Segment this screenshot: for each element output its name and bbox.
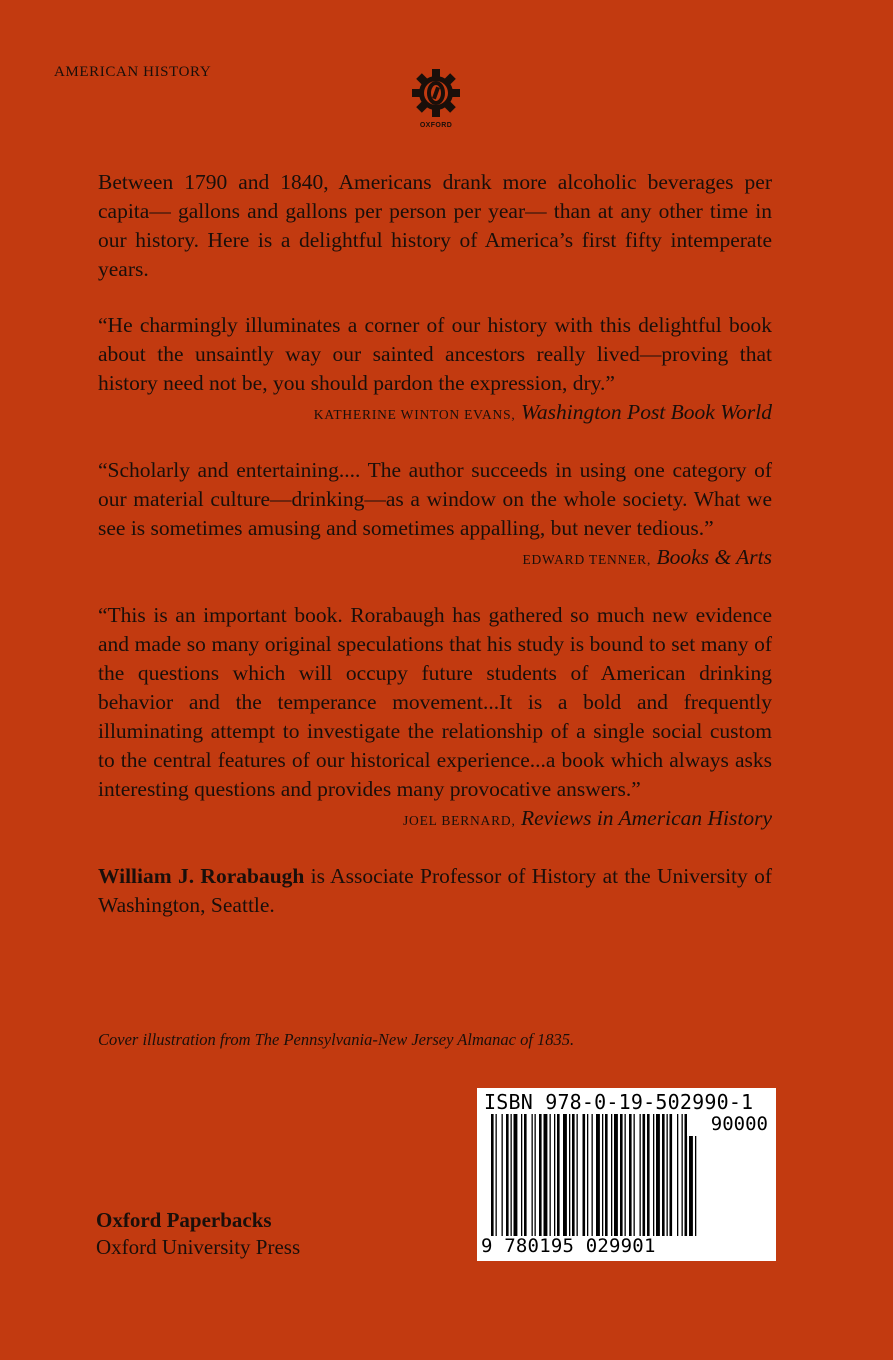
barcode-bar [653, 1114, 654, 1236]
barcode-bar [620, 1114, 623, 1236]
review-attribution [98, 804, 772, 835]
barcode-bar [670, 1114, 673, 1236]
barcode-bar [514, 1114, 518, 1236]
author-bio-text: is Associate Professor of History at the University of Washington, Seattle. [98, 864, 772, 917]
barcode-bar [634, 1114, 635, 1236]
price-code: 90000 [710, 1113, 768, 1135]
review-quote: “This is an important book. Rorabaugh has gathered so much new evidence and made so many original speculations that his study is bound to set many of the questions which will occupy future students of American drinking behavior and the temperance movement...It is a bold and frequently illuminating attempt to investigate the relationship of a single social custom to the central features of our historical experience...a book which always asks interesting questions and provides many provocative answers.” [98, 603, 772, 801]
barcode-bar [592, 1114, 593, 1236]
barcode-bar [667, 1114, 668, 1236]
isbn-barcode [477, 1088, 776, 1261]
reviewer-name: JOEL BERNARD, [402, 813, 516, 828]
review-quote: “Scholarly and entertaining.... The author succeeds in using one category of our material culture—drinking—as a window on the whole society. What we see is sometimes amusing and sometimes appalling, but never tedious.” [98, 458, 772, 540]
cover-illustration-credit: Cover illustration from The Pennsylvania-New Jersey Almanac of 1835. [98, 1030, 575, 1049]
barcode-bar [643, 1114, 646, 1236]
barcode-bar [535, 1114, 536, 1236]
category-label: AMERICAN HISTORY [54, 64, 212, 80]
barcode-bar [605, 1114, 608, 1236]
ean-text: 9 780195 029901 [481, 1235, 656, 1257]
review-quote: “He charmingly illuminates a corner of our history with this delightful book about the unsaintly way our sainted ancestors really lived—proving that history need not be, you should pardon the expression, dry.” [98, 313, 772, 395]
publication-name: Washington Post Book World [520, 400, 772, 424]
publisher-imprint [96, 1207, 300, 1261]
barcode-bar [602, 1114, 603, 1236]
barcode-bar [524, 1114, 527, 1236]
barcode-bar [511, 1114, 512, 1236]
isbn-text: ISBN 978-0-19-502990-1 [484, 1090, 754, 1114]
barcode-bar [656, 1114, 660, 1236]
barcode-bar [685, 1114, 688, 1236]
reviewer-name: EDWARD TENNER, [522, 552, 652, 567]
barcode-bar [596, 1114, 600, 1236]
barcode-bar [554, 1114, 555, 1236]
barcode-bar [496, 1114, 497, 1236]
barcode-bar [611, 1114, 612, 1236]
author-name: William J. Rorabaugh [98, 864, 305, 888]
barcode-bar [640, 1114, 641, 1236]
publisher-logo [411, 66, 461, 134]
reviewer-name: KATHERINE WINTON EVANS, [313, 407, 516, 422]
barcode-bar [647, 1114, 650, 1236]
publisher-name: Oxford University Press [96, 1235, 301, 1259]
barcode-bar [544, 1114, 548, 1236]
barcode-bar [614, 1114, 618, 1236]
barcode-bar [682, 1114, 683, 1236]
barcode-bar [532, 1114, 533, 1236]
logo-wordmark: OXFORD [419, 122, 453, 129]
author-bio [98, 862, 772, 920]
barcode-bar [539, 1114, 542, 1236]
review-attribution [98, 398, 772, 429]
barcode-bar [491, 1114, 494, 1236]
publication-name: Books & Arts [656, 545, 772, 569]
barcode-bar [521, 1114, 522, 1236]
series-name: Oxford Paperbacks [96, 1208, 272, 1232]
barcode-bar [587, 1114, 588, 1236]
barcode-bar [629, 1114, 632, 1236]
barcode-bar [569, 1114, 570, 1236]
barcode-bar [577, 1114, 578, 1236]
barcode-bar [625, 1114, 626, 1236]
oxford-logo-icon [411, 66, 461, 122]
review-attribution [98, 543, 772, 574]
barcode-bar [563, 1114, 567, 1236]
barcode-bar [583, 1114, 586, 1236]
main-copy [98, 168, 772, 920]
barcode-bar [550, 1114, 551, 1236]
barcode-bar [572, 1114, 575, 1236]
barcode-bar [677, 1114, 678, 1236]
barcode-bar [557, 1114, 560, 1236]
blurb-paragraph: Between 1790 and 1840, Americans drank more alcoholic beverages per capita— gallons and gallons per person per year— than at any other time in our history. Here is a delightful history of America’s first fifty intemperate years. [98, 170, 772, 281]
publication-name: Reviews in American History [521, 806, 772, 830]
barcode-bar [506, 1114, 509, 1236]
barcode-bar [502, 1114, 503, 1236]
barcode-bar [662, 1114, 665, 1236]
